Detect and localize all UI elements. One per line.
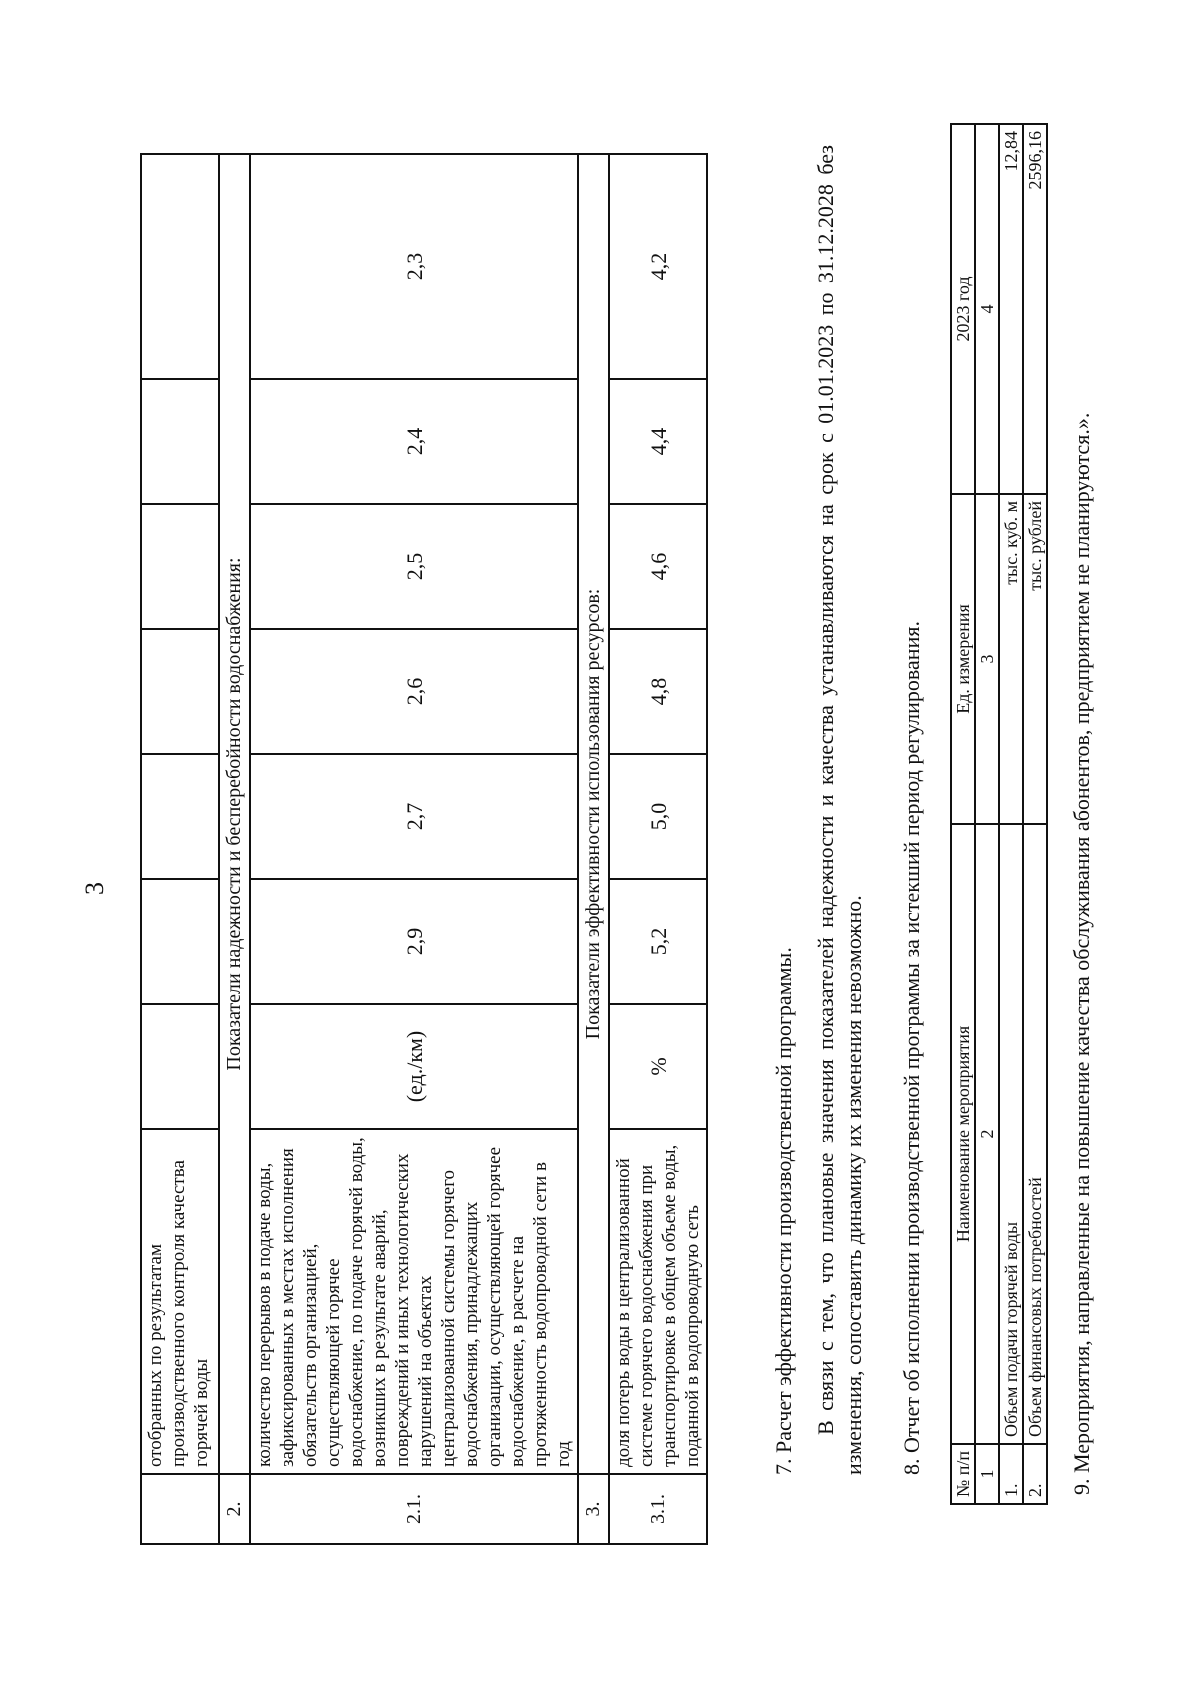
value-cell: 5,2 bbox=[609, 879, 707, 1004]
measure-name: Объем подачи горячей воды bbox=[999, 824, 1023, 1444]
continuation-name: отобранных по результатам производственного контроля качества горячей воды bbox=[141, 1129, 219, 1474]
column-number-row bbox=[975, 124, 999, 1504]
section-row bbox=[219, 154, 250, 1544]
value-cell: 2,6 bbox=[250, 629, 578, 754]
value-cell: 2,7 bbox=[250, 754, 578, 879]
table-header-row bbox=[951, 124, 975, 1504]
column-header: № п/п bbox=[951, 1444, 975, 1504]
column-header: Ед. измерения bbox=[951, 494, 975, 824]
row-number: 3.1. bbox=[609, 1474, 707, 1544]
page-number: 3 bbox=[80, 882, 109, 895]
table-row bbox=[609, 154, 707, 1544]
section-7-heading: 7. Расчет эффективности производственной программы. bbox=[771, 947, 796, 1475]
value-cell: 5,0 bbox=[609, 754, 707, 879]
row-number: 1. bbox=[999, 1444, 1023, 1504]
indicators-table bbox=[140, 153, 708, 1545]
section-9-text: 9. Мероприятия, направленные на повышение качества обслуживания абонентов, предприятием не планируются.». bbox=[1069, 412, 1094, 1495]
column-number: 2 bbox=[975, 824, 999, 1444]
indicator-name: доля потерь воды в централизованной системе горячего водоснабжения при транспортировке в общем объеме воды, поданной в водопроводную сеть bbox=[609, 1129, 707, 1474]
table-row bbox=[999, 124, 1023, 1504]
value-cell: 12,84 bbox=[999, 124, 1023, 494]
value-cell: 4,2 bbox=[609, 154, 707, 379]
value-cell: 4,6 bbox=[609, 504, 707, 629]
section-title: Показатели надежности и бесперебойности водоснабжения: bbox=[219, 154, 250, 1474]
section-7-text: В связи с тем, что плановые значения показателей надежности и качества устанавливаются на срок с 01.01.2023 по 31.12.2028 без изменения, сопоставить динамику их изменения невозможно. bbox=[813, 145, 866, 1475]
section-8-heading: 8. Отчет об исполнении производственной программы за истекший период регулирования. bbox=[899, 621, 924, 1475]
indicator-name: количество перерывов в подаче воды, зафиксированных в местах исполнения обязательств организацией, осуществляющей горячее водоснабжение, по подаче горячей воды, возникших в результате аварий, повреждений и иных технологических нарушений на объектах централизованной системы горячего водоснабжения, принадлежащих организации, осуществляющей горячее водоснабжение, в расчете на протяженность водопроводной сети в год bbox=[250, 1129, 578, 1474]
column-header: 2023 год bbox=[951, 124, 975, 494]
measure-name: Объем финансовых потребностей bbox=[1023, 824, 1047, 1444]
table-row bbox=[250, 154, 578, 1544]
value-cell: 2596,16 bbox=[1023, 124, 1047, 494]
section-number: 3. bbox=[578, 1474, 609, 1544]
row-number: 2.1. bbox=[250, 1474, 578, 1544]
unit-cell: % bbox=[609, 1004, 707, 1129]
section-number: 2. bbox=[219, 1474, 250, 1544]
column-number: 4 bbox=[975, 124, 999, 494]
column-number: 1 bbox=[975, 1444, 999, 1504]
unit-cell: тыс. куб. м bbox=[999, 494, 1023, 824]
row-number: 2. bbox=[1023, 1444, 1047, 1504]
unit-cell: тыс. рублей bbox=[1023, 494, 1047, 824]
value-cell: 2,9 bbox=[250, 879, 578, 1004]
table-row bbox=[1023, 124, 1047, 1504]
value-cell: 4,4 bbox=[609, 379, 707, 504]
unit-cell: (ед./км) bbox=[250, 1004, 578, 1129]
section-row bbox=[578, 154, 609, 1544]
table-row bbox=[141, 154, 219, 1544]
section-title: Показатели эффективности использования ресурсов: bbox=[578, 154, 609, 1474]
value-cell: 2,4 bbox=[250, 379, 578, 504]
value-cell: 2,5 bbox=[250, 504, 578, 629]
column-number: 3 bbox=[975, 494, 999, 824]
value-cell: 2,3 bbox=[250, 154, 578, 379]
value-cell: 4,8 bbox=[609, 629, 707, 754]
report-table bbox=[950, 123, 1048, 1505]
column-header: Наименование мероприятия bbox=[951, 824, 975, 1444]
